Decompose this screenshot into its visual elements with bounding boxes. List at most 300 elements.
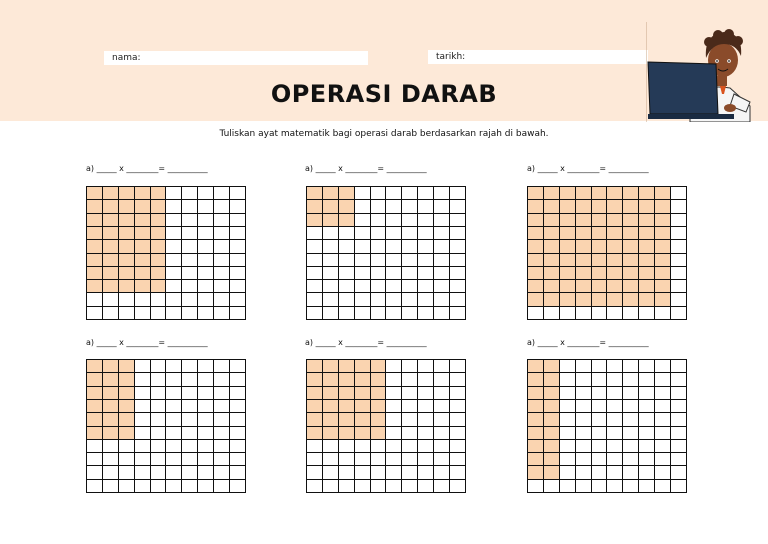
grid-cell (402, 466, 418, 479)
shaded-cell (639, 240, 655, 253)
grid-cell (402, 280, 418, 293)
shaded-cell (119, 413, 135, 426)
grid-cell (230, 466, 246, 479)
grid-cell (386, 293, 402, 306)
grid-cell (214, 200, 230, 213)
grid-cell (198, 254, 214, 267)
grid-cell (198, 240, 214, 253)
shaded-cell (607, 240, 623, 253)
shaded-cell (87, 400, 103, 413)
grid-cell (355, 307, 371, 320)
grid-cell (214, 240, 230, 253)
shaded-cell (544, 254, 560, 267)
shaded-cell (307, 360, 323, 373)
shaded-cell (576, 200, 592, 213)
grid-cell (623, 440, 639, 453)
grid-cell (119, 453, 135, 466)
shaded-cell (576, 187, 592, 200)
shaded-cell (103, 400, 119, 413)
grid-cell (151, 453, 167, 466)
shaded-cell (528, 227, 544, 240)
grid-cell (198, 200, 214, 213)
grid-cell (639, 400, 655, 413)
grid-cell (671, 440, 687, 453)
shaded-cell (592, 214, 608, 227)
grid-cell (592, 466, 608, 479)
grid-cell (151, 440, 167, 453)
shaded-cell (576, 293, 592, 306)
grid-cell (592, 387, 608, 400)
grid-cell (576, 427, 592, 440)
grid-cell (135, 427, 151, 440)
grid-cell (560, 387, 576, 400)
shaded-cell (339, 187, 355, 200)
grid-cell (434, 453, 450, 466)
shaded-cell (544, 240, 560, 253)
shaded-cell (576, 240, 592, 253)
grid-cell (355, 227, 371, 240)
grid-cell (230, 427, 246, 440)
grid-cell (182, 466, 198, 479)
grid-cell (323, 227, 339, 240)
grid-cell (671, 387, 687, 400)
grid-cell (655, 453, 671, 466)
grid-cell (386, 187, 402, 200)
grid-cell (323, 267, 339, 280)
grid-cell (607, 453, 623, 466)
shaded-cell (307, 187, 323, 200)
grid-cell (214, 293, 230, 306)
grid-cell (323, 480, 339, 493)
grid-cell (434, 440, 450, 453)
shaded-cell (151, 254, 167, 267)
grid-cell (386, 307, 402, 320)
grid-cell (450, 453, 466, 466)
shaded-cell (103, 187, 119, 200)
grid-cell (434, 427, 450, 440)
grid-cell (418, 466, 434, 479)
shaded-cell (103, 373, 119, 386)
page-title: OPERASI DARAB (270, 80, 498, 108)
grid-cell (214, 307, 230, 320)
grid-cell (151, 400, 167, 413)
shaded-cell (544, 400, 560, 413)
grid-cell (339, 440, 355, 453)
shaded-cell (135, 200, 151, 213)
grid-cell (119, 480, 135, 493)
grid-cell (166, 280, 182, 293)
grid-cell (198, 360, 214, 373)
grid-cell (182, 267, 198, 280)
grid-cell (151, 427, 167, 440)
shaded-cell (639, 214, 655, 227)
grid-cell (230, 387, 246, 400)
grid-cell (230, 227, 246, 240)
grid-cell (418, 453, 434, 466)
grid-cell (434, 267, 450, 280)
grid-cell (592, 480, 608, 493)
grid-cell (307, 440, 323, 453)
grid-cell (671, 413, 687, 426)
grid-cell (671, 280, 687, 293)
shaded-cell (87, 373, 103, 386)
shaded-cell (544, 427, 560, 440)
shaded-cell (592, 227, 608, 240)
grid-cell (371, 307, 387, 320)
grid-cell (402, 373, 418, 386)
grid-cell (386, 373, 402, 386)
shaded-cell (623, 214, 639, 227)
grid-cell (576, 440, 592, 453)
grid-cell (386, 254, 402, 267)
grid-cell (386, 400, 402, 413)
shaded-cell (87, 187, 103, 200)
shaded-cell (135, 254, 151, 267)
shaded-cell (592, 254, 608, 267)
shaded-cell (119, 373, 135, 386)
grid-cell (119, 440, 135, 453)
exercise-prompt: a) _____ x ________= __________ (86, 338, 208, 347)
grid-cell (339, 453, 355, 466)
grid-cell (135, 387, 151, 400)
shaded-cell (607, 227, 623, 240)
grid-cell (560, 413, 576, 426)
shaded-cell (592, 240, 608, 253)
grid-cell (655, 360, 671, 373)
grid-cell (166, 187, 182, 200)
grid-cell (450, 240, 466, 253)
shaded-cell (371, 360, 387, 373)
grid-cell (230, 440, 246, 453)
shaded-cell (87, 413, 103, 426)
grid-cell (355, 480, 371, 493)
grid-cell (355, 440, 371, 453)
grid-cell (214, 427, 230, 440)
grid-cell (87, 307, 103, 320)
grid-cell (151, 307, 167, 320)
grid-cell (560, 440, 576, 453)
shaded-cell (135, 227, 151, 240)
grid-cell (119, 293, 135, 306)
grid-cell (355, 240, 371, 253)
grid-cell (119, 307, 135, 320)
grid-cell (671, 360, 687, 373)
grid-cell (307, 466, 323, 479)
shaded-cell (355, 360, 371, 373)
grid-cell (214, 280, 230, 293)
grid-cell (103, 466, 119, 479)
grid-cell (151, 373, 167, 386)
grid-cell (214, 360, 230, 373)
grid-cell (639, 453, 655, 466)
grid-cell (671, 187, 687, 200)
shaded-cell (119, 240, 135, 253)
grid-cell (434, 373, 450, 386)
shaded-cell (560, 240, 576, 253)
exercise-prompt: a) _____ x ________= __________ (305, 338, 427, 347)
grid-cell (166, 440, 182, 453)
shaded-cell (371, 413, 387, 426)
shaded-cell (544, 360, 560, 373)
grid-cell (323, 240, 339, 253)
grid-cell (623, 480, 639, 493)
shaded-cell (528, 427, 544, 440)
exercise-prompt: a) _____ x ________= __________ (527, 338, 649, 347)
shaded-cell (87, 227, 103, 240)
shaded-cell (103, 254, 119, 267)
shaded-cell (119, 227, 135, 240)
grid-cell (103, 480, 119, 493)
grid-cell (450, 466, 466, 479)
shaded-cell (119, 267, 135, 280)
shaded-cell (103, 413, 119, 426)
grid-cell (230, 214, 246, 227)
grid-cell (214, 227, 230, 240)
grid-cell (607, 413, 623, 426)
grid-cell (386, 360, 402, 373)
grid-cell (450, 254, 466, 267)
grid-cell (339, 240, 355, 253)
grid-cell (450, 413, 466, 426)
grid-cell (450, 293, 466, 306)
grid-cell (450, 400, 466, 413)
grid-cell (576, 480, 592, 493)
grid-cell (434, 240, 450, 253)
grid-cell (434, 466, 450, 479)
shaded-cell (151, 214, 167, 227)
grid-cell (450, 480, 466, 493)
grid-cell (639, 427, 655, 440)
shaded-cell (119, 400, 135, 413)
grid-cell (576, 400, 592, 413)
shaded-cell (544, 453, 560, 466)
grid-cell (182, 187, 198, 200)
grid-cell (434, 280, 450, 293)
grid-cell (607, 307, 623, 320)
shaded-cell (103, 240, 119, 253)
grid-cell (671, 373, 687, 386)
grid-cell (214, 466, 230, 479)
shaded-cell (607, 280, 623, 293)
shaded-cell (544, 373, 560, 386)
grid-cell (418, 214, 434, 227)
grid-cell (214, 400, 230, 413)
shaded-cell (528, 280, 544, 293)
grid-cell (418, 360, 434, 373)
multiplication-grid (86, 186, 246, 320)
grid-cell (386, 427, 402, 440)
grid-cell (386, 267, 402, 280)
name-field[interactable] (104, 51, 368, 65)
shaded-cell (639, 293, 655, 306)
grid-cell (450, 440, 466, 453)
grid-cell (418, 293, 434, 306)
shaded-cell (135, 187, 151, 200)
shaded-cell (323, 360, 339, 373)
grid-cell (418, 373, 434, 386)
grid-cell (214, 453, 230, 466)
shaded-cell (592, 200, 608, 213)
grid-cell (371, 280, 387, 293)
shaded-cell (135, 280, 151, 293)
grid-cell (230, 480, 246, 493)
grid-cell (386, 387, 402, 400)
grid-cell (450, 427, 466, 440)
grid-cell (402, 214, 418, 227)
shaded-cell (544, 387, 560, 400)
shaded-cell (103, 214, 119, 227)
grid-cell (182, 307, 198, 320)
shaded-cell (528, 293, 544, 306)
grid-cell (371, 453, 387, 466)
shaded-cell (355, 427, 371, 440)
grid-cell (450, 307, 466, 320)
grid-cell (639, 413, 655, 426)
shaded-cell (355, 387, 371, 400)
grid-cell (434, 254, 450, 267)
grid-cell (166, 466, 182, 479)
grid-cell (607, 440, 623, 453)
shaded-cell (87, 280, 103, 293)
grid-cell (198, 413, 214, 426)
shaded-cell (655, 254, 671, 267)
grid-cell (386, 453, 402, 466)
shaded-cell (607, 293, 623, 306)
grid-cell (623, 307, 639, 320)
grid-cell (166, 453, 182, 466)
grid-cell (198, 307, 214, 320)
grid-cell (386, 214, 402, 227)
shaded-cell (87, 387, 103, 400)
shaded-cell (560, 280, 576, 293)
shaded-cell (151, 280, 167, 293)
exercise-prompt: a) _____ x ________= __________ (527, 164, 649, 173)
grid-cell (450, 360, 466, 373)
grid-cell (198, 400, 214, 413)
grid-cell (671, 453, 687, 466)
grid-cell (166, 293, 182, 306)
shaded-cell (576, 267, 592, 280)
shaded-cell (119, 214, 135, 227)
grid-cell (307, 267, 323, 280)
shaded-cell (103, 280, 119, 293)
grid-cell (560, 307, 576, 320)
grid-cell (87, 453, 103, 466)
grid-cell (434, 227, 450, 240)
grid-cell (339, 307, 355, 320)
grid-cell (386, 413, 402, 426)
grid-cell (450, 227, 466, 240)
shaded-cell (607, 200, 623, 213)
shaded-cell (639, 200, 655, 213)
grid-cell (418, 227, 434, 240)
shaded-cell (560, 267, 576, 280)
grid-cell (87, 480, 103, 493)
grid-cell (230, 254, 246, 267)
shaded-cell (655, 187, 671, 200)
shaded-cell (576, 280, 592, 293)
shaded-cell (151, 240, 167, 253)
grid-cell (434, 387, 450, 400)
shaded-cell (87, 240, 103, 253)
grid-cell (371, 440, 387, 453)
shaded-cell (323, 400, 339, 413)
grid-cell (323, 466, 339, 479)
shaded-cell (103, 360, 119, 373)
grid-cell (655, 440, 671, 453)
grid-cell (198, 293, 214, 306)
grid-cell (339, 254, 355, 267)
grid-cell (671, 240, 687, 253)
shaded-cell (528, 400, 544, 413)
grid-cell (576, 387, 592, 400)
grid-cell (528, 307, 544, 320)
date-field[interactable] (428, 50, 648, 64)
grid-cell (623, 400, 639, 413)
shaded-cell (544, 227, 560, 240)
grid-cell (450, 387, 466, 400)
grid-cell (434, 400, 450, 413)
grid-cell (135, 400, 151, 413)
grid-cell (339, 293, 355, 306)
grid-cell (576, 466, 592, 479)
grid-cell (307, 293, 323, 306)
shaded-cell (528, 214, 544, 227)
grid-cell (607, 466, 623, 479)
grid-cell (198, 227, 214, 240)
shaded-cell (607, 187, 623, 200)
shaded-cell (623, 187, 639, 200)
grid-cell (151, 293, 167, 306)
grid-cell (560, 466, 576, 479)
shaded-cell (103, 387, 119, 400)
grid-cell (592, 373, 608, 386)
shaded-cell (119, 200, 135, 213)
grid-cell (623, 413, 639, 426)
grid-cell (323, 280, 339, 293)
shaded-cell (544, 440, 560, 453)
shaded-cell (323, 373, 339, 386)
shaded-cell (639, 254, 655, 267)
grid-cell (214, 480, 230, 493)
grid-cell (386, 200, 402, 213)
shaded-cell (576, 214, 592, 227)
grid-cell (418, 427, 434, 440)
grid-cell (655, 480, 671, 493)
grid-cell (323, 440, 339, 453)
grid-cell (576, 360, 592, 373)
grid-cell (386, 240, 402, 253)
grid-cell (528, 480, 544, 493)
grid-cell (307, 280, 323, 293)
shaded-cell (119, 187, 135, 200)
grid-cell (434, 200, 450, 213)
grid-cell (339, 480, 355, 493)
shaded-cell (307, 373, 323, 386)
shaded-cell (339, 427, 355, 440)
shaded-cell (655, 200, 671, 213)
shaded-cell (119, 280, 135, 293)
grid-cell (418, 267, 434, 280)
shaded-cell (103, 267, 119, 280)
grid-cell (182, 387, 198, 400)
grid-cell (135, 413, 151, 426)
grid-cell (639, 480, 655, 493)
grid-cell (671, 200, 687, 213)
grid-cell (655, 387, 671, 400)
grid-cell (402, 400, 418, 413)
grid-cell (671, 254, 687, 267)
